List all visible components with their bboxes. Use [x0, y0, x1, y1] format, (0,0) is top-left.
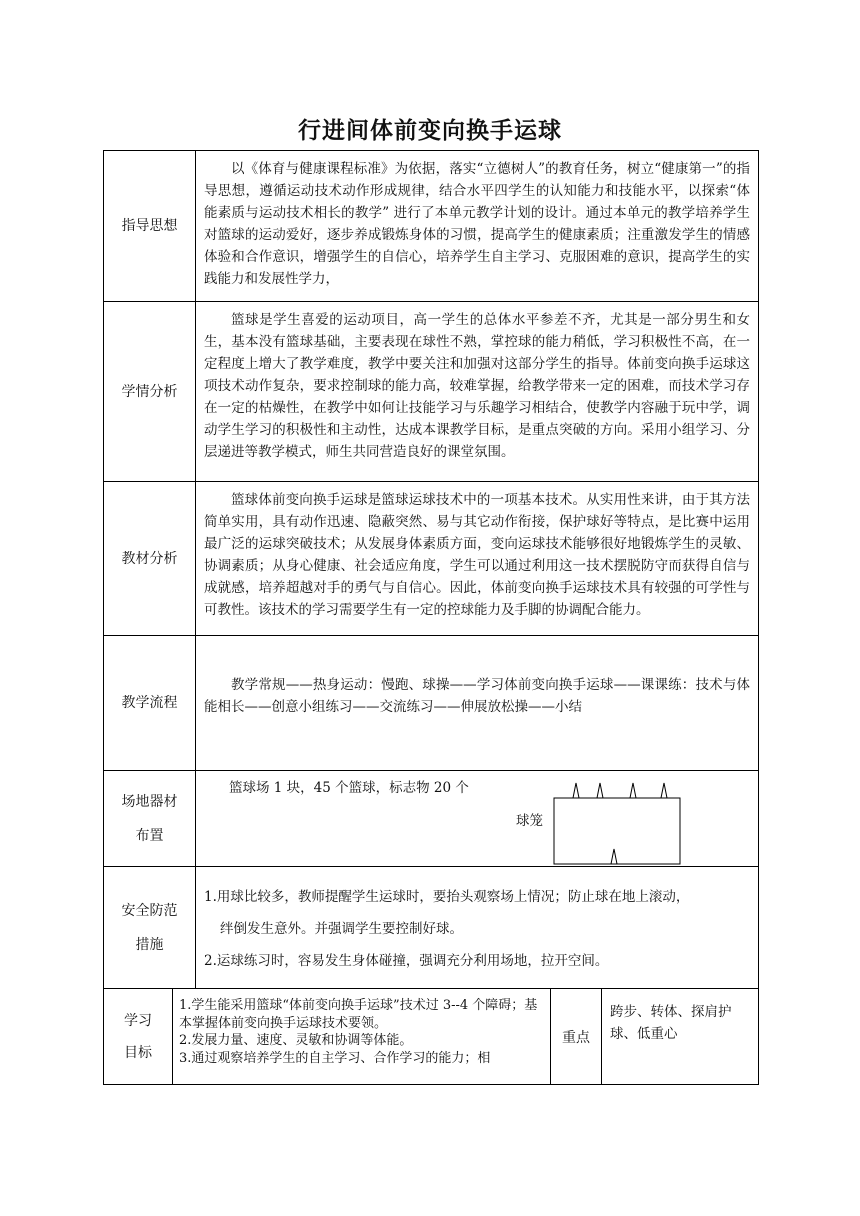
row-guiding	[104, 151, 758, 301]
marker-cone-3	[630, 783, 636, 798]
label-goals-line1: 学习	[124, 1012, 152, 1029]
content-safety	[196, 867, 758, 988]
ball-cage-label: 球笼	[516, 813, 543, 829]
label-material: 教材分析	[104, 482, 196, 635]
content-goals	[173, 989, 551, 1084]
label-venue-line1: 场地器材	[121, 793, 178, 810]
row-goals	[104, 988, 758, 1084]
text-material: 篮球体前变向换手运球是篮球运球技术中的一项基本技术。从实用性来讲，由于其方法简单实用，具有动作迅速、隐蔽突然、易与其它动作衔接，保护球好等特点，是比赛中运用最广泛的运球突破技术；从发展身体素质方面，变向运球技术能够很好地锻炼学生的灵敏、协调素质；从身心健康、社会适应角度，学生可以通过利用这一技术摆脱防守而获得自信与成就感，培养超越对手的勇气与自信心。因此，体前变向换手运球技术具有较强的可学性与可教性。该技术的学习需要学生有一定的控球能力及手脚的协调配合能力。	[204, 492, 750, 618]
marker-cone-2	[597, 783, 603, 798]
text-students: 篮球是学生喜爱的运动项目，高一学生的总体水平参差不齐，尤其是一部分男生和女生，基本没有篮球基础，主要表现在球性不熟，掌控球的能力稍低，学习积极性不高，在一定程度上增大了教学难度，教学中要关注和加强对这部分学生的指导。体前变向换手运球这项技术动作复杂，要求控制球的能力高，较难掌握，给教学带来一定的困难，而技术学习存在一定的枯燥性，在教学中如何让技能学习与乐趣学习相结合，使教学内容融于玩中学，调动学生学习的积极性和主动性，达成本课教学目标，是重点突破的方向。采用小组学习、分层递进等教学模式，师生共同营造良好的课堂氛围。	[204, 312, 750, 460]
content-guiding	[196, 151, 758, 301]
content-key-points: 跨步、转体、探肩护球、低重心	[610, 1004, 732, 1042]
content-students	[196, 302, 758, 481]
goal-item-3: 3.通过观察培养学生的自主学习、合作学习的能力；相	[179, 1050, 491, 1066]
goal-item-1: 1.学生能采用篮球“体前变向换手运球”技术过 3--4 个障碍；基本掌握体前变向换手运球技术要领。	[179, 998, 538, 1031]
content-material	[196, 482, 758, 635]
safety-item-2: 2.运球练习时，容易发生身体碰撞，强调充分利用场地，拉开空间。	[204, 953, 609, 969]
venue-diagram	[196, 771, 758, 867]
marker-cone-5	[611, 849, 617, 864]
text-guiding: 以《体育与健康课程标准》为依据，落实“立德树人”的教育任务，树立“健康第一”的指导思想，遵循运动技术动作形成规律，结合水平四学生的认知能力和技能水平，以探索“体能素质与运动技术相长的教学” 进行了本单元教学计划的设计。通过本单元的教学培养学生对篮球的运动爱好，逐步养成锻炼身体的习惯，提高学生的健康素质；注重激发学生的情感体验和合作意识，增强学生的自信心，培养学生自主学习、克服困难的意识，提高学生的实践能力和发展性学力，	[204, 161, 750, 287]
row-venue	[104, 770, 758, 866]
row-safety	[104, 866, 758, 988]
content-process	[196, 636, 758, 770]
label-goals	[104, 989, 173, 1084]
page-title: 行进间体前变向换手运球	[298, 118, 562, 144]
label-venue-line2: 布置	[135, 827, 164, 844]
label-safety-line2: 措施	[135, 936, 164, 953]
safety-item-1: 1.用球比较多，教师提醒学生运球时，要抬头观察场上情况；防止球在地上滚动，	[204, 889, 690, 905]
label-safety-line1: 安全防范	[121, 902, 178, 919]
row-students	[104, 301, 758, 481]
lesson-plan-table	[103, 150, 759, 1085]
goal-item-2: 2.发展力量、速度、灵敏和协调等体能。	[179, 1033, 413, 1048]
marker-cone-1	[573, 783, 579, 798]
ball-cage-box	[554, 798, 680, 864]
label-process: 教学流程	[104, 636, 196, 770]
label-goals-line2: 目标	[124, 1044, 152, 1061]
label-venue	[104, 771, 196, 866]
content-venue	[196, 771, 758, 866]
venue-equipment-text: 篮球场 1 块，45 个篮球，标志物 20 个	[229, 780, 469, 796]
marker-cone-4	[661, 783, 667, 798]
label-safety	[104, 867, 196, 988]
text-process: 教学常规——热身运动：慢跑、球操——学习体前变向换手运球——课课练：技术与体能相长——创意小组练习——交流练习——伸展放松操——小结	[204, 677, 750, 715]
label-guiding: 指导思想	[104, 151, 196, 301]
label-key-points: 重点	[551, 989, 602, 1084]
row-material	[104, 481, 758, 635]
row-process	[104, 635, 758, 770]
safety-item-1-cont: 绊倒发生意外。并强调学生要控制好球。	[220, 921, 463, 937]
label-students: 学情分析	[104, 302, 196, 481]
